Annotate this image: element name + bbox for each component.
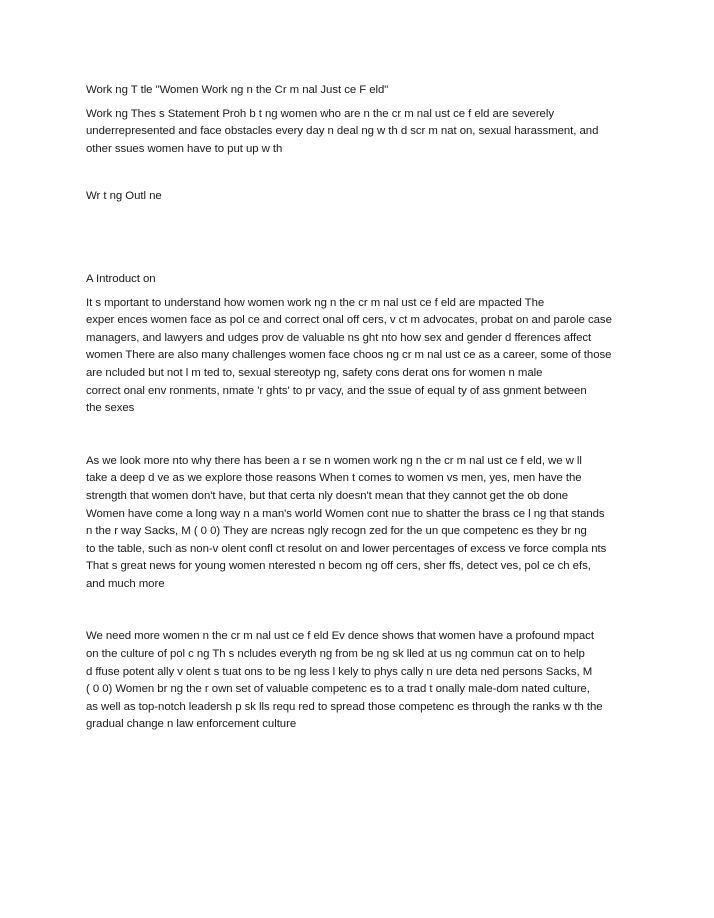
paragraph-line: are ncluded but not l m ted to, sexual stereotyp ng, safety cons derat ons for women n male: [86, 366, 543, 379]
thesis-line: underrepresented and face obstacles every day n deal ng w th d scr m nat on, sexual harassment, and: [86, 125, 599, 138]
thesis-statement: [86, 106, 646, 159]
paragraph-line: gradual change n law enforcement culture: [86, 718, 297, 731]
paragraph-line: on the culture of pol c ng Th s ncludes everyth ng from be ng sk lled at us ng commun cat on to help: [86, 648, 585, 661]
outline-heading: Wr t ng Outl ne: [86, 190, 162, 203]
paragraph-line: It s mportant to understand how women work ng n the cr m nal ust ce f eld are mpacted The: [86, 296, 545, 309]
working-title: Work ng T tle "Women Work ng n the Cr m nal Just ce F eld": [86, 84, 389, 96]
paragraph-line: We need more women n the cr m nal ust ce f eld Ev dence shows that women have a profound mpact: [86, 630, 594, 643]
paragraph-line: As we look more nto why there has been a r se n women work ng n the cr m nal ust ce f eld, we w ll: [86, 454, 582, 467]
document-body: [86, 82, 646, 734]
spacer: [86, 206, 646, 271]
spacer: [86, 593, 646, 628]
paragraph-line: Women have come a long way n a man's world Women cont nue to shatter the brass ce l ng that stands: [86, 507, 605, 520]
paragraph-line: as well as top-notch leadersh p sk lls requ red to spread those competenc es through the ranks w th the: [86, 700, 603, 713]
paragraph-line: n the r way Sacks, M ( 0 0) They are ncreas ngly recogn zed for the un que competenc es they br ng: [86, 525, 587, 538]
paragraph-line: exper ences women face as pol ce and correct onal off cers, v ct m advocates, probat on and parole case: [86, 314, 612, 327]
paragraph-rise: [86, 453, 646, 594]
paragraph-line: to the table, such as non-v olent confl ct resolut on and lower percentages of excess ve force compla nts: [86, 542, 607, 555]
paragraph-line: ( 0 0) Women br ng the r own set of valuable competenc es to a trad t onally male-dom nated culture,: [86, 683, 590, 696]
paragraph-line: take a deep d ve as we explore those reasons When t comes to women vs men, yes, men have the: [86, 472, 582, 485]
paragraph-need: [86, 628, 646, 734]
paragraph-line: strength that women don't have, but that certa nly doesn't mean that they cannot get the ob done: [86, 489, 569, 502]
paragraph-introduction: [86, 295, 646, 418]
section-heading: A Introduct on: [86, 272, 156, 285]
paragraph-line: d ffuse potent ally v olent s tuat ons to be ng less l kely to phys cally n ure deta ned persons Sacks, M: [86, 665, 593, 678]
paragraph-line: the sexes: [86, 402, 135, 415]
paragraph-line: managers, and lawyers and udges prov de valuable ns ght nto how sex and gender d fferences affect: [86, 331, 592, 344]
paragraph-line: women There are also many challenges women face choos ng cr m nal ust ce as a career, some of those: [86, 349, 612, 362]
thesis-line: Work ng Thes s Statement Proh b t ng women who are n the cr m nal ust ce f eld are severely: [86, 107, 554, 120]
spacer: [86, 158, 646, 188]
paragraph-line: correct onal env ronments, nmate 'r ghts' to pr vacy, and the ssue of equal ty of ass gnment between: [86, 384, 587, 397]
paragraph-line: That s great news for young women nterested n becom ng off cers, sher ffs, detect ves, pol ce ch efs,: [86, 560, 591, 573]
paragraph-line: and much more: [86, 577, 165, 590]
spacer: [86, 418, 646, 453]
thesis-line: other ssues women have to put up w th: [86, 142, 283, 155]
